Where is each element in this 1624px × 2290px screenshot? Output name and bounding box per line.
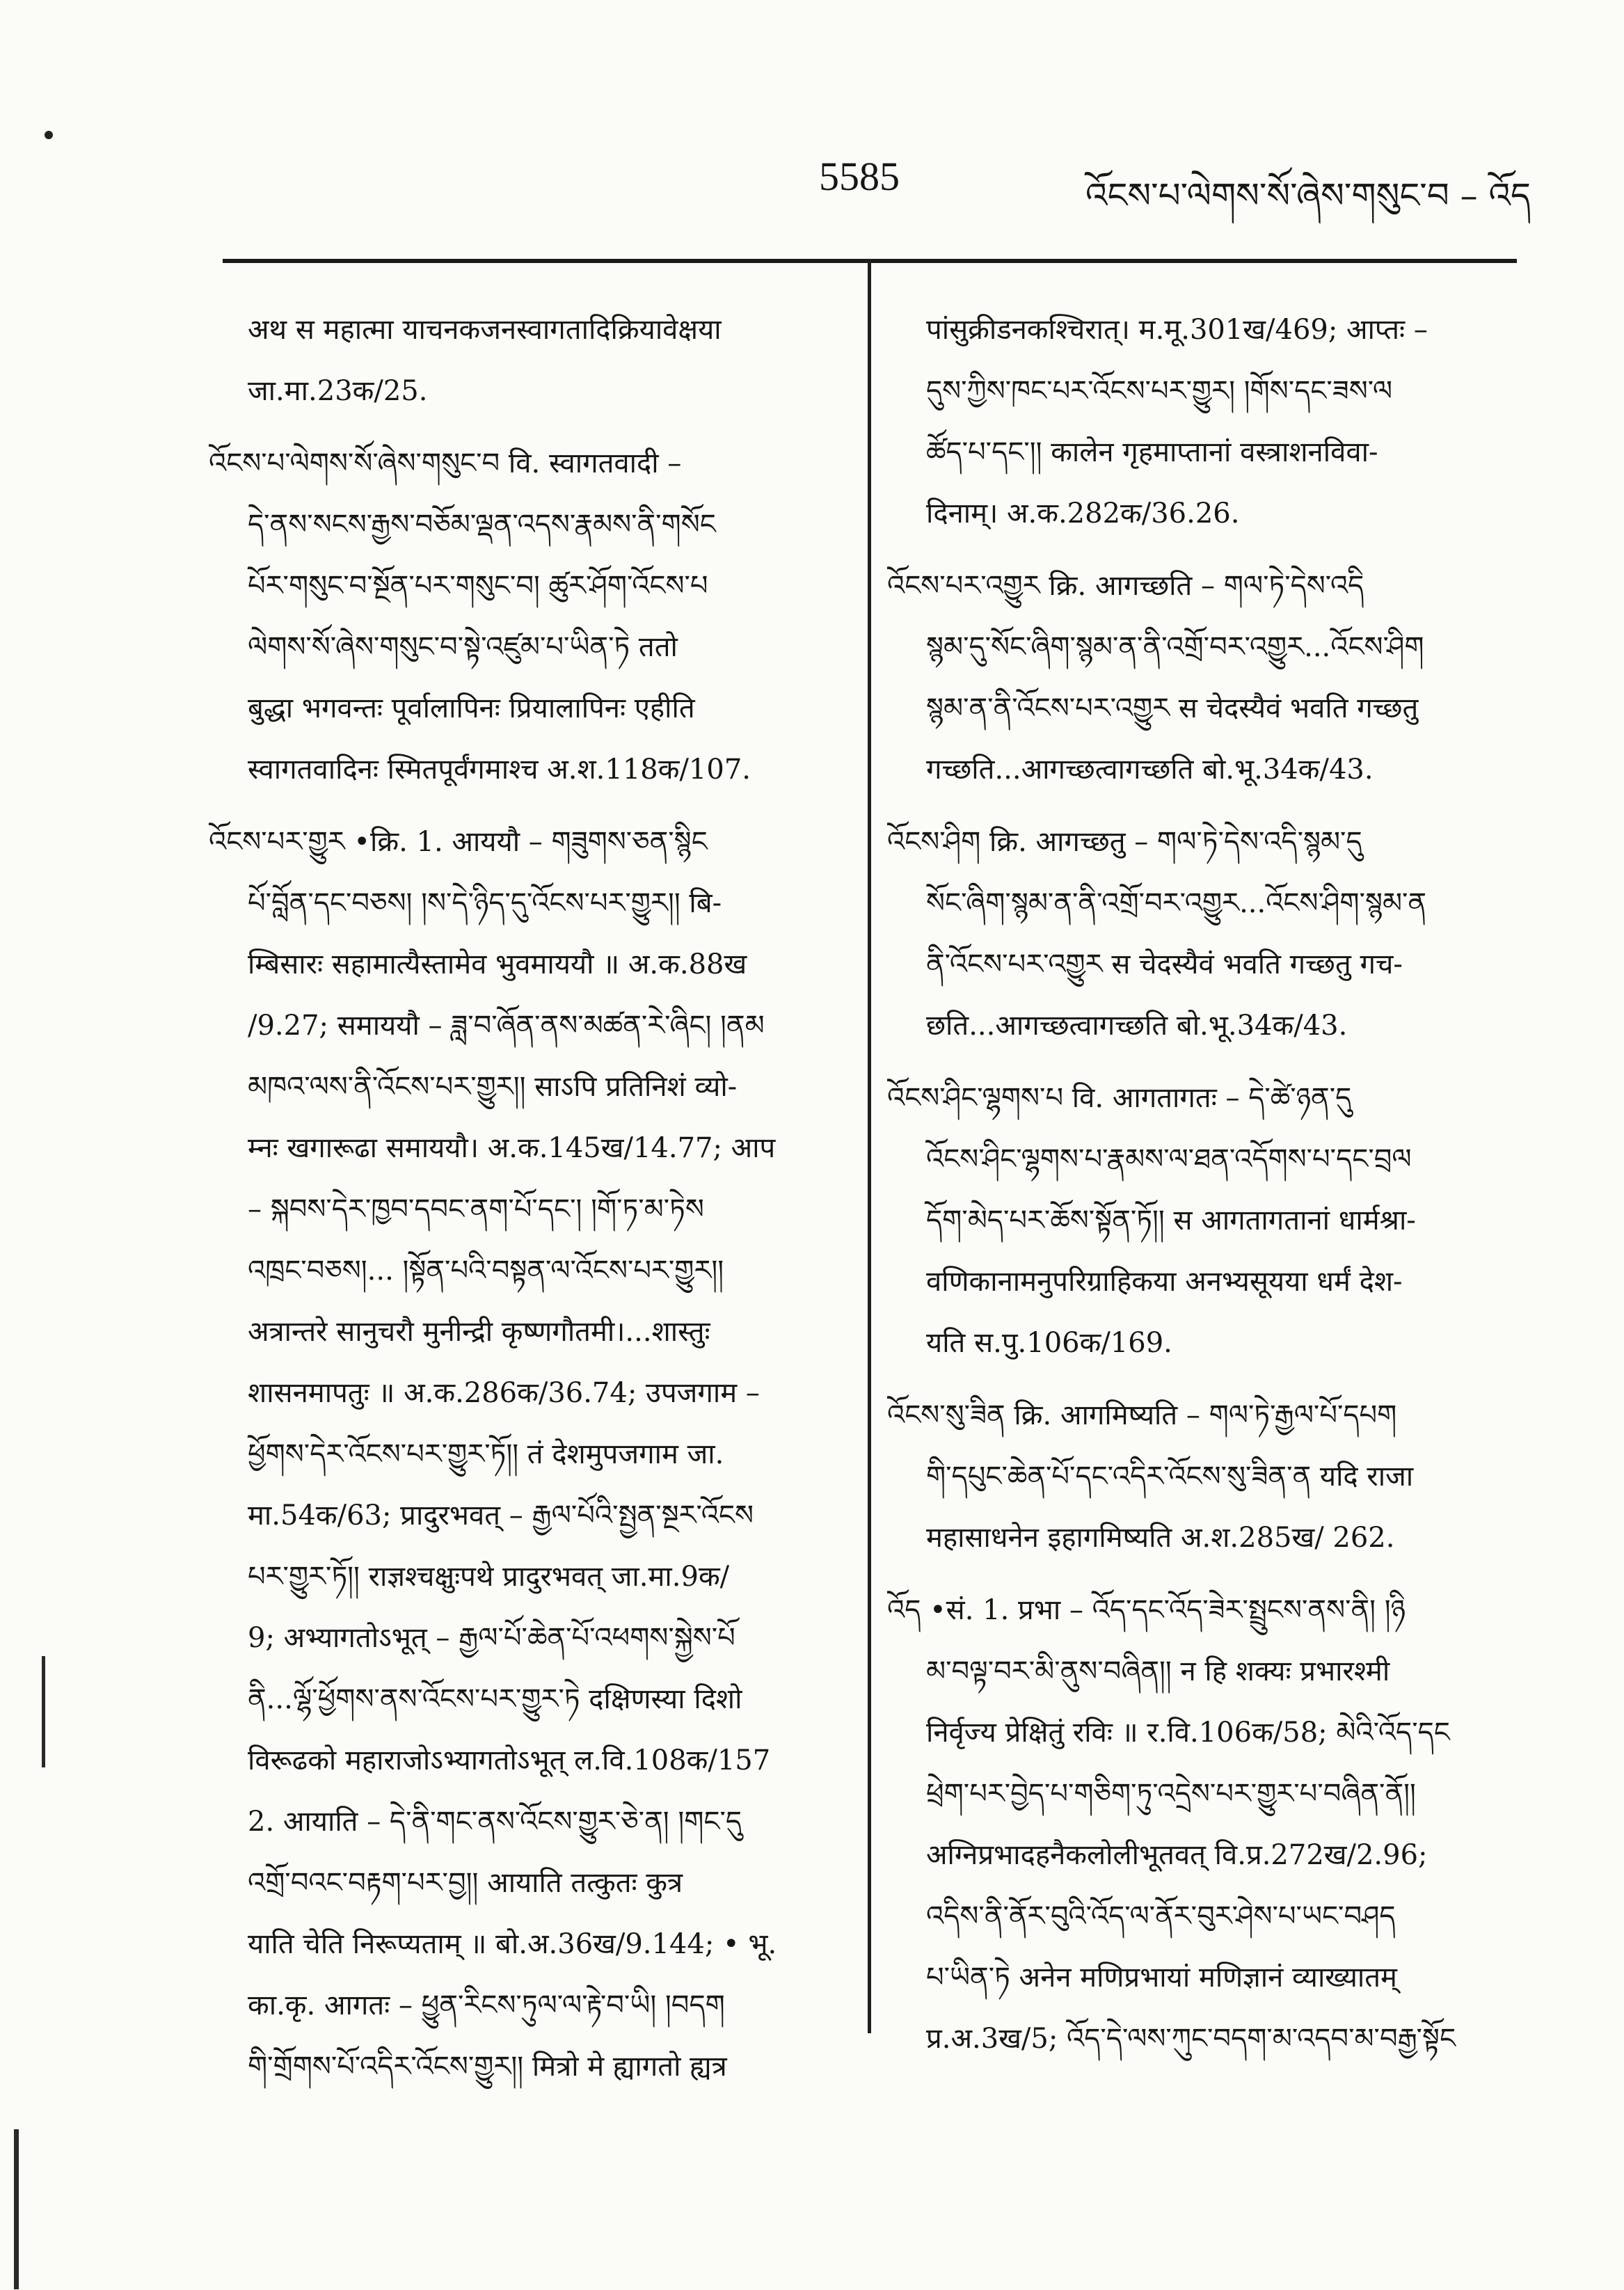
text-line: ནི...ལྷོ་ཕྱོགས་ནས་འོངས་པར་གྱུར་ཏེ दक्षिणस्या दिशो <box>248 1683 742 1715</box>
text-line: गच्छति...आगच्छत्वागच्छति बो.भू.34क/43. <box>926 754 1374 786</box>
dictionary-entry <box>887 1580 1524 2069</box>
headword-line: འོངས་ཤིག क्रि. आगच्छतु – གལ་ཏེ་དེས་འདི་སྙམ་དུ <box>887 826 1362 858</box>
text-line: ཚོད་པ་དང་།། कालेन गृहमाप्तानां वस्त्राशनविवा- <box>926 436 1378 468</box>
text-line: སྙམ་ན་ནི་འོངས་པར་འགྱུར स चेदस्यैवं भवति गच्छतु <box>926 692 1419 724</box>
dictionary-entry <box>887 555 1524 800</box>
running-head: འོངས་པ་ལེགས་སོ་ཞེས་གསུང་བ – འོད <box>1085 175 1531 216</box>
text-line: महासाधनेन इहागमिष्यति अ.श.285ख/ 262. <box>926 1522 1395 1554</box>
text-line: གི་གྲོགས་པོ་འདིར་འོངས་གྱུར།། मित्रो मे ह्यागतो ह्यत्र <box>248 2051 727 2083</box>
text-line: अग्निप्रभादहनैकलोलीभूतवत् वि.प्र.272ख/2.96; <box>926 1839 1428 1871</box>
entry-continuation <box>887 299 1524 544</box>
text-line: छति...आगच्छत्वागच्छति बो.भू.34क/43. <box>926 1010 1348 1042</box>
text-line: མ་བལྟ་བར་མི་ནུས་བཞིན།། न हि शक्यः प्रभारश्मी <box>926 1655 1390 1687</box>
text-line: म्बिसारः सहामात्यैस्तामेव भुवमाययौ ॥ अ.क.88ख <box>248 948 747 980</box>
text-line: 2. आयाति – དེ་ནི་གང་ནས་འོངས་གྱུར་ཅེ་ན། །གང་དུ <box>248 1806 742 1838</box>
text-line: སོང་ཞིག་སྙམ་ན་ནི་འགྲོ་བར་འགྱུར...འོངས་ཤིག་སྙམ་ན <box>926 887 1427 919</box>
text-line: སྙམ་དུ་སོང་ཞིག་སྙམ་ན་ནི་འགྲོ་བར་འགྱུར...འོངས་ཤིག <box>926 631 1424 663</box>
text-line: འཁྲང་བཅས།... །སྟོན་པའི་བསྟན་ལ་འོངས་པར་གྱུར།། <box>248 1255 724 1287</box>
headword-line: འོངས་པར་འགྱུར क्रि. आगच्छति – གལ་ཏེ་དེས་འདི <box>887 570 1364 602</box>
text-line: पांसुक्रीडनकश्चिरात्। म.मू.301ख/469; आप्तः – <box>926 314 1428 346</box>
text-line: – སྐབས་དེར་ཁྱབ་དབང་ནག་པོ་དང་། །གོ་ཏ་མ་ཏེས <box>248 1193 704 1225</box>
text-line: པ་ཡིན་ཏེ अनेन मणिप्रभायां मणिज्ञानं व्याख्यातम् <box>926 1962 1397 1994</box>
right-column <box>887 299 1524 2136</box>
headword-line: འོངས་པར་གྱུར •क्रि. 1. आययौ – གཟུགས་ཅན་སྙིང <box>209 826 708 858</box>
text-line: དེ་ནས་སངས་རྒྱས་བཅོམ་ལྡན་འདས་རྣམས་ནི་གསོང <box>248 509 716 541</box>
text-line: ཕྲེག་པར་བྱེད་པ་གཅིག་ཏུ་འདྲེས་པར་གྱུར་པ་བཞིན་ནོ།། <box>926 1778 1416 1810</box>
dictionary-entry <box>209 811 845 2097</box>
text-line: དུས་ཀྱིས་ཁང་པར་འོངས་པར་གྱུར། །གོས་དང་ཟས་ལ <box>926 375 1393 407</box>
text-line: अत्रान्तरे सानुचरौ मुनीन्द्री कृष्णगौतमी।...शास्तुः <box>248 1316 710 1348</box>
text-line: འགྲོ་བའང་བརྟག་པར་བྱ།། आयाति तत्कुतः कुत्र <box>248 1867 683 1899</box>
text-line: प्र.अ.3ख/5; འོད་དེ་ལས་ཀུང་བདག་མ་འདབ་མ་བརྒྱ་སྟོང <box>926 2023 1456 2055</box>
headword-line: འོངས་པ་ལེགས་སོ་ཞེས་གསུང་བ वि. स्वागतवादी – <box>209 447 682 479</box>
text-line: शासनमापतुः ॥ अ.क.286क/36.74; उपजगाम – <box>248 1377 760 1409</box>
text-line: जा.मा.23क/25. <box>248 375 428 407</box>
dictionary-entry <box>209 433 845 800</box>
text-line: /9.27; समाययौ – ཟླ་བ་ཞོན་ནས་མཚན་རེ་ཞིང། །ནམ <box>248 1010 765 1042</box>
headword-line: འོངས་ཤིང་ལྷགས་པ वि. आगतागतः – དེ་ཚེ་ཉན་དུ <box>887 1082 1352 1114</box>
margin-mark <box>14 2129 19 2289</box>
dictionary-entry <box>887 1385 1524 1568</box>
left-column <box>209 299 845 2136</box>
margin-mark <box>42 1656 45 1767</box>
text-line: मा.54क/63; प्रादुरभवत् – རྒྱལ་པོའི་སྤྱན་སྔར་འོངས <box>248 1500 754 1532</box>
text-line: ཕྱོགས་དེར་འོངས་པར་གྱུར་ཏོ།། तं देशमुपजगाम जा. <box>248 1438 724 1470</box>
text-line: པར་གྱུར་ཏོ།། राज्ञश्चक्षुःपथे प्रादुरभवत् जा.मा.9क/ <box>248 1561 730 1593</box>
text-line: अथ स महात्मा याचनकजनस्वागतादिक्रियावेक्षया <box>248 314 722 346</box>
text-line: འདིས་ནི་ནོར་བུའི་འོད་ལ་ནོར་བུར་ཤེས་པ་ཡང་བཤད <box>926 1900 1396 1932</box>
text-line: याति चेति निरूप्यताम् ॥ बो.अ.36ख/9.144; • भू. <box>248 1928 777 1960</box>
text-line: ལེགས་སོ་ཞེས་གསུང་བ་སྟེ་འཛུམ་པ་ཡིན་ཏེ ततो <box>248 631 678 663</box>
text-line: ནི་འོངས་པར་འགྱུར स चेदस्यैवं भवति गच्छतु गच- <box>926 948 1403 980</box>
column-divider <box>868 259 871 2033</box>
text-line: निर्वृज्य प्रेक्षितुं रविः ॥ र.वि.106क/58; མེའི་འོད་དང <box>926 1717 1450 1749</box>
dictionary-entry <box>887 1067 1524 1374</box>
headword-line: འོད •सं. 1. प्रभा – འོད་དང་འོད་ཟེར་སྤྲུངས་ནས་ནི། །ཉི <box>887 1594 1406 1626</box>
text-line: यति स.पु.106क/169. <box>926 1327 1172 1359</box>
text-line: པོ་བློན་དང་བཅས། །ས་དེ་ཉིད་དུ་འོངས་པར་གྱུར།། बि- <box>248 887 722 919</box>
text-line: པོར་གསུང་བ་སྔོན་པར་གསུང་བ། ཚུར་ཤོག་འོངས་པ <box>248 570 708 602</box>
margin-speck <box>45 131 53 139</box>
dictionary-entry <box>887 811 1524 1056</box>
text-line: वणिकानामनुपरिग्राहिकया अनभ्यसूयया धर्मं देश- <box>926 1266 1403 1298</box>
text-line: མཁའ་ལས་ནི་འོངས་པར་གྱུར།། साऽपि प्रतिनिशं व्यो- <box>248 1071 738 1103</box>
text-line: स्वागतवादिनः स्मितपूर्वंगमाश्च अ.श.118क/107. <box>248 754 751 786</box>
text-line: འོངས་ཤིང་ལྷགས་པ་རྣམས་ལ་ཐན་འདོགས་པ་དང་བྲལ <box>926 1143 1412 1175</box>
text-line: 9; अभ्यागतोऽभूत् – རྒྱལ་པོ་ཆེན་པོ་འཕགས་སྐྱེས་པོ <box>248 1622 735 1654</box>
text-line: का.कृ. आगतः – ཕྱུན་རིངས་ཏུལ་ལ་རྟེ་བ་ཡི། །བདག <box>248 1989 725 2021</box>
text-line: बुद्धा भगवन्तः पूर्वालापिनः प्रियालापिनः एहीति <box>248 692 695 724</box>
headword-line: འོངས་སུ་ཟིན क्रि. आगमिष्यति – གལ་ཏེ་རྒྱལ་པོ་དཔག <box>887 1399 1397 1431</box>
text-line: दिनाम्। अ.क.282क/36.26. <box>926 498 1240 530</box>
text-line: विरूढको महाराजोऽभ्यागतोऽभूत् ल.वि.108क/157 <box>248 1744 771 1776</box>
text-line: གི་དཔུང་ཆེན་པོ་དང་འདིར་འོངས་སུ་ཟིན་ན यदि राजा <box>926 1461 1414 1493</box>
page-number: 5585 <box>819 154 900 199</box>
text-line: म्नः खगारूढा समाययौ। अ.क.145ख/14.77; आप <box>248 1132 776 1164</box>
text-line: དོག་མེད་པར་ཆོས་སྟོན་ཏོ།། स आगतागतानां धार्मश्रा- <box>926 1204 1416 1237</box>
entry-continuation <box>209 299 845 422</box>
